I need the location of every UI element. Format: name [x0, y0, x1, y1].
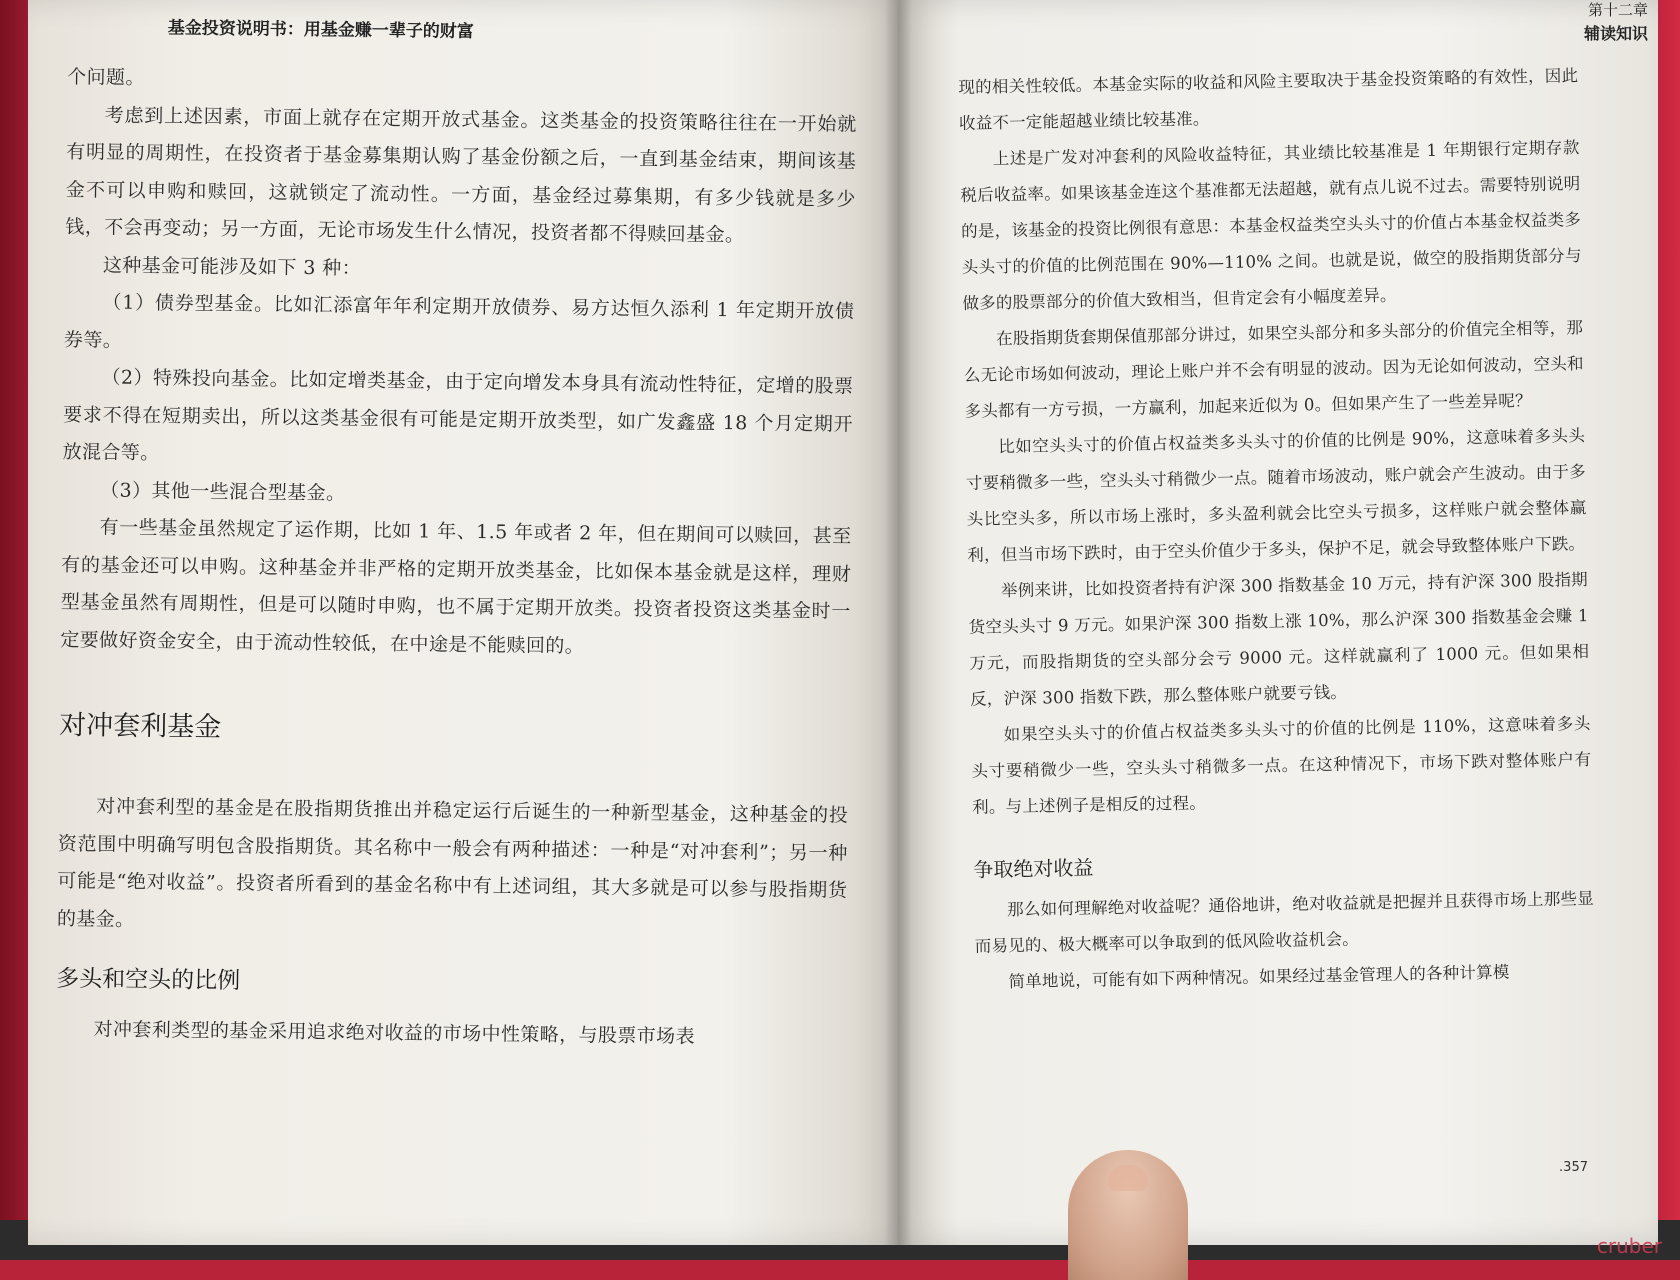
paragraph: 有一些基金虽然规定了运作期，比如 1 年、1.5 年或者 2 年，但在期间可以赎回，甚至有的基金还可以申购。这种基金并非严格的定期开放类基金，比如保本基金就是这样，理财型基金虽然有周期性，但是可以随时申购，也不属于定期开放类。投资者投资这类基金时一定要做好资金安全，由于流动性较低，在中途是不能赎回的。 — [60, 516, 852, 657]
chapter-subtitle: 辅读知识 — [1583, 24, 1648, 43]
paragraph: 考虑到上述因素，市面上就存在定期开放式基金。这类基金的投资策略往往在一开始就有明显的周期性，在投资者于基金募集期认购了基金份额之后，一直到基金结束，期间该基金不可以申购和赎回，这就锁定了流动性。一方面，基金经过募集期，有多少钱就是多少钱，不会再变动；另一方面，无论市场发生什么情况，投资者都不得赎回基金。 — [65, 103, 857, 247]
chapter-header — [1584, 0, 1648, 46]
paragraph: 个问题。 — [67, 65, 145, 89]
right-page — [898, 0, 1658, 1245]
subsection-title: 争取绝对收益 — [973, 855, 1094, 882]
list-item: （1）债券型基金。比如汇添富年年利定期开放债券、易方达恒久添利 1 年定期开放债券等。 — [63, 291, 855, 352]
paragraph: 对冲套利类型的基金采用追求绝对收益的市场中性策略，与股票市场表 — [93, 1018, 696, 1048]
chapter-label: 第十二章 — [1587, 1, 1648, 19]
page-number: .357 — [1559, 1160, 1588, 1175]
list-item: （3）其他一些混合型基金。 — [100, 478, 346, 504]
right-page-content — [958, 58, 1596, 1001]
paragraph: 如果空头头寸的价值占权益类多头头寸的价值的比例是 110%，这意味着多头头寸要稍微少一些，空头头寸稍微多一点。在这种情况下，市场下跌对整体账户有利。与上述例子是相反的过程。 — [971, 713, 1592, 817]
paragraph: 现的相关性较低。本基金实际的收益和风险主要取决于基金投资策略的有效性，因此收益不一定能超越业绩比较基准。 — [958, 66, 1579, 133]
paragraph: 在股指期货套期保值那部分讲过，如果空头部分和多头部分的价值完全相等，那么无论市场如何波动，理论上账户并不会有明显的波动。因为无论如何波动，空头和多头都有一方亏损，一方赢利，加起来近似为 0。但如果产生了一些差异呢？ — [963, 318, 1584, 421]
running-head: 基金投资说明书：用基金赚一辈子的财富 — [167, 18, 474, 42]
paragraph: 简单地说，可能有如下两种情况。如果经过基金管理人的各种计算模 — [1008, 962, 1510, 992]
paragraph: 比如空头头寸的价值占权益类多头头寸的价值的比例是 90%，这意味着多头头寸要稍微多一些，空头头寸稍微少一点。随着市场波动，账户就会产生波动。由于多头比空头多，所以市场上涨时，多头盈利就会比空头亏损多，这样账户就会整体赢利，但当市场下跌时，由于空头价值少于多头，保护不足，就会导致整体账户下跌。 — [965, 426, 1587, 565]
book-gutter — [884, 0, 912, 1245]
fingernail — [1108, 1165, 1148, 1191]
section-title: 对冲套利基金 — [59, 709, 222, 743]
left-page-content — [55, 12, 858, 1058]
left-page — [28, 0, 898, 1245]
paragraph: 举例来讲，比如投资者持有沪深 300 指数基金 10 万元，持有沪深 300 股指期货空头头寸 9 万元。如果沪深 300 指数上涨 10%，那么沪深 300 指数基金会赚 1 万元，而股指期货的空头部分会亏 9000 元。这样就赢利了 1000 元。但如果相反，沪深 300 指数下跌，那么整体账户就要亏钱。 — [968, 570, 1590, 709]
paragraph: 对冲套利型的基金是在股指期货推出并稳定运行后诞生的一种新型基金，这种基金的投资范围中明确写明包含股指期货。其名称中一般会有两种描述：一种是“对冲套利”；另一种可能是“绝对收益”。投资者所看到的基金名称中有上述词组，其大多就是可以参与股指期货的基金。 — [56, 795, 849, 931]
subsection-title: 多头和空头的比例 — [56, 965, 241, 995]
paragraph: 那么如何理解绝对收益呢？通俗地讲，绝对收益就是把握并且获得市场上那些显而易见的、极大概率可以争取到的低风险收益机会。 — [974, 888, 1595, 956]
paragraph: 这种基金可能涉及如下 3 种： — [102, 253, 362, 280]
paragraph: 上述是广发对冲套利的风险收益特征，其业绩比较基准是 1 年期银行定期存款税后收益率。如果该基金连这个基准都无法超越，就有点儿说不过去。需要特别说明的是，该基金的投资比例很有意思：本基金权益类空头头寸的价值占本基金权益类多头头寸的价值的比例范围在 90%—110% 之间。也就是说，做空的股指期货部分与做多的股票部分的价值大致相当，但肯定会有小幅度差异。 — [960, 138, 1582, 313]
list-item: （2）特殊投向基金。比如定增类基金，由于定向增发本身具有流动性特征，定增的股票要求不得在短期卖出，所以这类基金很有可能是定期开放类型，如广发鑫盛 18 个月定期开放混合等。 — [62, 366, 854, 465]
watermark: cruber — [1596, 1234, 1662, 1258]
